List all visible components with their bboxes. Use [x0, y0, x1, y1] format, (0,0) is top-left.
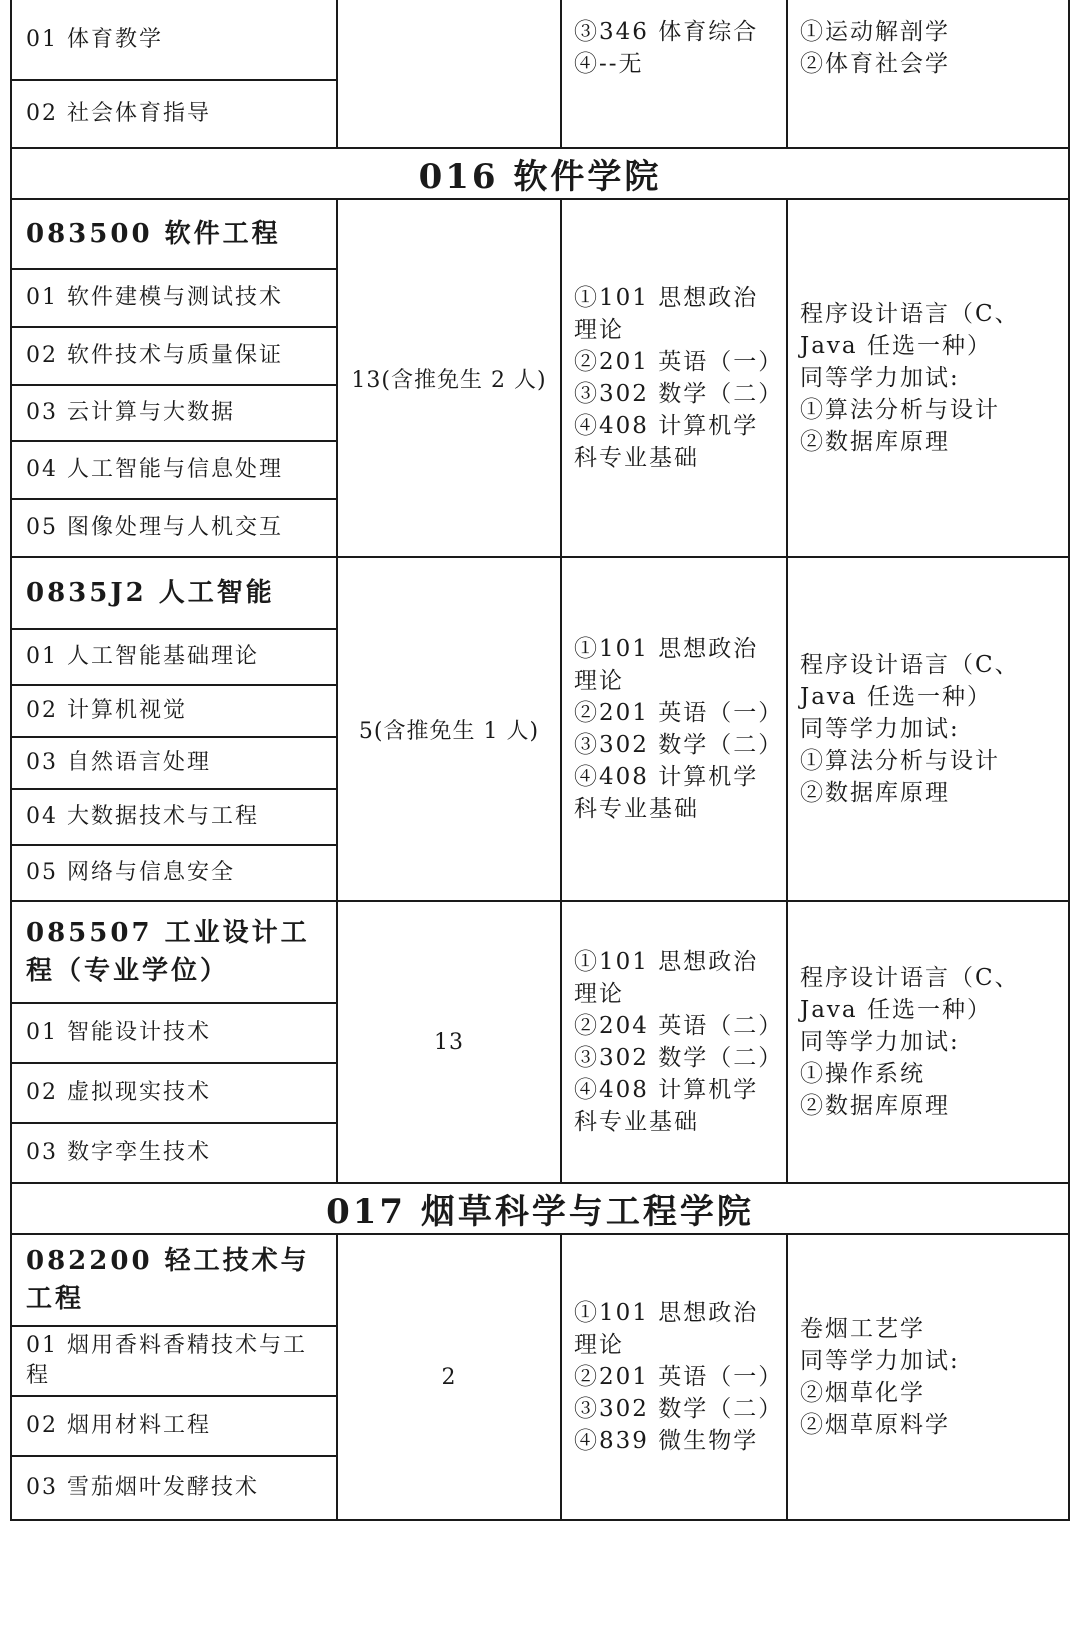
direction-cell: 04 人工智能与信息处理 — [11, 441, 337, 499]
exam-subjects-cell — [561, 199, 787, 557]
direction-cell: 05 图像处理与人机交互 — [11, 499, 337, 557]
direction-cell: 03 云计算与大数据 — [11, 385, 337, 441]
enrollment-cell: 2 — [337, 1234, 561, 1520]
retest-line: ①算法分析与设计 — [800, 748, 1000, 774]
retest-line: ②数据库原理 — [800, 429, 950, 455]
document — [10, 0, 1068, 1521]
direction-cell: 04 大数据技术与工程 — [11, 789, 337, 845]
retest-line: 程序设计语言（C、Java 任选一种） — [800, 652, 1020, 710]
direction-cell: 01 智能设计技术 — [11, 1003, 337, 1063]
retest-line: 程序设计语言（C、Java 任选一种） — [800, 301, 1020, 359]
direction-cell: 03 自然语言处理 — [11, 737, 337, 789]
exam-subjects-cell — [561, 1234, 787, 1520]
retest-subjects-cell — [787, 1234, 1069, 1520]
retest-line: 程序设计语言（C、Java 任选一种） — [800, 965, 1020, 1023]
direction-cell: 01 人工智能基础理论 — [11, 629, 337, 685]
exam-line: ③302 数学（二） — [574, 1396, 784, 1422]
exam-line: ②201 英语（一） — [574, 700, 784, 726]
exam-line: ③302 数学（二） — [574, 1045, 784, 1071]
exam-line: ④408 计算机学科专业基础 — [574, 1077, 759, 1135]
direction-cell: 03 数字孪生技术 — [11, 1123, 337, 1183]
direction-cell: 01 体育教学 — [11, 0, 337, 80]
retest-line: ②体育社会学 — [800, 51, 950, 77]
exam-subjects-cell — [561, 901, 787, 1183]
direction-cell: 01 烟用香料香精技术与工程 — [11, 1326, 337, 1396]
retest-line: ②烟草化学 — [800, 1380, 925, 1406]
direction-cell: 02 烟用材料工程 — [11, 1396, 337, 1456]
retest-line: 卷烟工艺学 — [800, 1316, 925, 1342]
exam-subjects-cell — [561, 557, 787, 901]
major-name: 082200 轻工技术与工程 — [11, 1234, 337, 1326]
exam-line: ③346 体育综合 — [574, 19, 759, 45]
retest-line: ①运动解剖学 — [800, 19, 950, 45]
retest-line: ①算法分析与设计 — [800, 397, 1000, 423]
retest-subjects-cell — [787, 557, 1069, 901]
major-name: 0835J2 人工智能 — [11, 557, 337, 629]
exam-line: ②201 英语（一） — [574, 1364, 784, 1390]
exam-line: ①101 思想政治理论 — [574, 285, 759, 343]
exam-line: ②204 英语（二） — [574, 1013, 784, 1039]
direction-cell: 03 雪茄烟叶发酵技术 — [11, 1456, 337, 1520]
exam-subjects-cell — [561, 0, 787, 148]
exam-line: ③302 数学（二） — [574, 732, 784, 758]
exam-line: ④408 计算机学科专业基础 — [574, 413, 759, 471]
exam-line: ④839 微生物学 — [574, 1428, 759, 1454]
retest-subjects-cell — [787, 0, 1069, 148]
major-name: 085507 工业设计工程（专业学位） — [11, 901, 337, 1003]
exam-line: ③302 数学（二） — [574, 381, 784, 407]
continued-section-table — [10, 0, 1070, 1521]
retest-line: ②数据库原理 — [800, 780, 950, 806]
exam-line: ①101 思想政治理论 — [574, 636, 759, 694]
retest-line: 同等学力加试: — [800, 716, 960, 742]
retest-line: 同等学力加试: — [800, 1348, 960, 1374]
direction-cell: 05 网络与信息安全 — [11, 845, 337, 901]
exam-line: ①101 思想政治理论 — [574, 1300, 759, 1358]
retest-line: ②数据库原理 — [800, 1093, 950, 1119]
school-title: 016 软件学院 — [11, 148, 1069, 199]
enrollment-cell: 13(含推免生 2 人) — [337, 199, 561, 557]
retest-line: 同等学力加试: — [800, 1029, 960, 1055]
enrollment-cell: 5(含推免生 1 人) — [337, 557, 561, 901]
school-title: 017 烟草科学与工程学院 — [11, 1183, 1069, 1234]
major-name: 083500 软件工程 — [11, 199, 337, 269]
retest-line: 同等学力加试: — [800, 365, 960, 391]
enrollment-cell — [337, 0, 561, 148]
direction-cell: 02 虚拟现实技术 — [11, 1063, 337, 1123]
exam-line: ④408 计算机学科专业基础 — [574, 764, 759, 822]
direction-cell: 01 软件建模与测试技术 — [11, 269, 337, 327]
retest-subjects-cell — [787, 199, 1069, 557]
retest-line: ②烟草原料学 — [800, 1412, 950, 1438]
exam-line: ①101 思想政治理论 — [574, 949, 759, 1007]
direction-cell: 02 计算机视觉 — [11, 685, 337, 737]
direction-cell: 02 软件技术与质量保证 — [11, 327, 337, 385]
exam-line: ④--无 — [574, 51, 644, 77]
retest-subjects-cell — [787, 901, 1069, 1183]
direction-cell: 02 社会体育指导 — [11, 80, 337, 148]
retest-line: ①操作系统 — [800, 1061, 925, 1087]
exam-line: ②201 英语（一） — [574, 349, 784, 375]
enrollment-cell: 13 — [337, 901, 561, 1183]
